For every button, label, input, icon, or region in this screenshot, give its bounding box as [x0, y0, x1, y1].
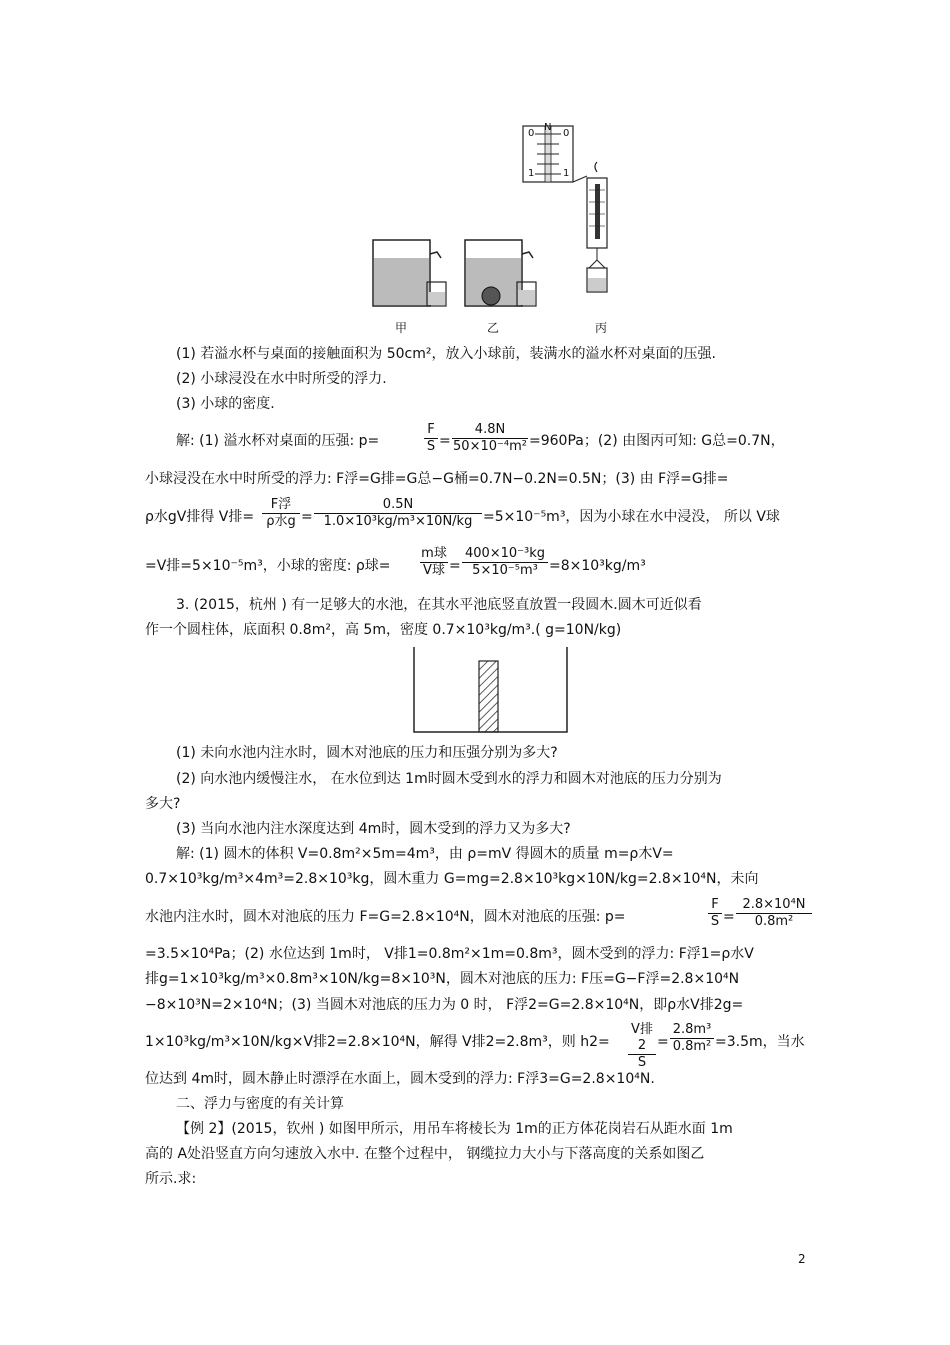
figure-pool-log: [410, 645, 572, 737]
frac-den: ρ水g: [262, 513, 300, 530]
problem3-line1: 3. (2015，杭州 ) 有一足够大的水池，在其水平池底竖直放置一段圆木.圆木可近似看: [176, 597, 702, 613]
solution3-frac-pressure: [736, 897, 812, 930]
solution1-line1a: 解: (1) 溢水杯对桌面的压强: p=: [176, 433, 380, 449]
example2-line3: 所示.求:: [145, 1171, 197, 1187]
frac-num: 400×10⁻³kg: [464, 546, 546, 561]
dial-top-left: 0: [528, 128, 535, 139]
frac-num: F浮: [270, 497, 292, 512]
solution3-line5: 排g=1×10³kg/m³×0.8m³×10N/kg=8×10³N，圆木对池底的压力: F压=G−F浮=2.8×10⁴N: [145, 971, 740, 987]
solution3-line4: =3.5×10⁴Pa；(2) 水位达到 1m时， V排1=0.8m²×1m=0.8m³，圆木受到的浮力: F浮1=ρ水V: [145, 946, 754, 962]
frac-num: 2.8m³: [672, 1022, 712, 1037]
solution1-line1b: =960Pa；(2) 由图丙可知: G总=0.7N，: [529, 433, 785, 449]
solution1-frac-vvalue: [314, 497, 482, 530]
frac-num: 2.8×10⁴N: [742, 897, 806, 912]
frac-den: 5×10⁻⁵m³: [462, 562, 548, 579]
frac-den: S: [628, 1054, 656, 1071]
example2-line1: 【例 2】(2015，钦州 ) 如图甲所示，用吊车将棱长为 1m的正方体花岗岩石从距水面 1m: [176, 1121, 733, 1137]
example2-line2: 高的 A处沿竖直方向匀速放入水中. 在整个过程中， 钢缆拉力大小与下落高度的关系如图乙: [145, 1146, 705, 1162]
frac-num: 4.8N: [474, 422, 506, 437]
solution3-line7b: =3.5m，当水: [715, 1034, 805, 1050]
solution3-eq1: =: [723, 909, 735, 925]
question-1-2: (2) 小球浸没在水中时所受的浮力.: [176, 371, 387, 387]
figure-overflow-cups: [365, 120, 625, 320]
problem3-line2: 作一个圆柱体，底面积 0.8m²，高 5m，密度 0.7×10³kg/m³.( g=10N/kg): [145, 622, 622, 638]
problem3-q1: (1) 未向水池内注水时，圆木对池底的压力和压强分别为多大?: [176, 745, 558, 761]
frac-num: m球: [421, 546, 447, 561]
question-1-1: (1) 若溢水杯与桌面的接触面积为 50cm²，放入小球前，装满水的溢水杯对桌面的压强.: [176, 346, 716, 362]
frac-den: V球: [420, 562, 448, 579]
caption-yi: 乙: [487, 321, 500, 335]
dial-bottom-left: 1: [528, 168, 535, 179]
frac-den: 50×10⁻⁴m²: [453, 439, 527, 454]
problem3-q3: (3) 当向水池内注水深度达到 4m时，圆木受到的浮力又为多大?: [176, 821, 571, 837]
caption-jia: 甲: [395, 321, 408, 335]
cup-jia: [373, 240, 446, 306]
solution1-eq3: =: [449, 558, 461, 574]
solution1-line2: 小球浸没在水中时所受的浮力: F浮=G排=G总−G桶=0.7N−0.2N=0.5N；(3) 由 F浮=G排=: [145, 471, 729, 487]
question-1-3: (3) 小球的密度.: [176, 396, 275, 412]
solution1-frac-fs: [424, 422, 438, 455]
solution1-eq2: =: [301, 509, 313, 525]
frac-den: 0.8m²: [670, 1038, 714, 1055]
spring-scale-bing: [523, 126, 607, 292]
solution3-frac-h-value: [670, 1022, 714, 1055]
dial-top-mid: N: [544, 122, 552, 133]
wooden-log: [479, 661, 498, 732]
solution1-frac-pressure: [452, 422, 528, 455]
solution1-frac-density-value: [462, 546, 548, 579]
solution3-eq2: =: [657, 1034, 669, 1050]
solution1-frac-density: [420, 546, 448, 579]
solution1-line3a: ρ水gV排得 V排=: [145, 509, 255, 525]
dial-top-right: 0: [563, 128, 570, 139]
solution1-eq: =: [439, 433, 451, 449]
page-number: 2: [798, 1252, 806, 1266]
solution3-line7a: 1×10³kg/m³×10N/kg×V排2=2.8×10⁴N，解得 V排2=2.8m³，则 h2=: [145, 1034, 610, 1050]
solution3-frac-fs: [708, 897, 722, 930]
solution3-line1: 解: (1) 圆木的体积 V=0.8m²×5m=4m³，由 ρ=mV 得圆木的质量 m=ρ木V=: [176, 846, 674, 862]
solution3-frac-h: [628, 1022, 656, 1071]
caption-bing: 丙: [595, 321, 608, 335]
frac-num: 0.5N: [382, 497, 414, 512]
frac-den: S: [708, 913, 722, 930]
section2-heading: 二、浮力与密度的有关计算: [176, 1096, 344, 1112]
dial-bottom-right: 1: [563, 168, 570, 179]
solution1-frac-vpai: [262, 497, 300, 530]
frac-num: F: [711, 897, 719, 912]
solution1-line3b: =5×10⁻⁵m³，因为小球在水中浸没， 所以 V球: [483, 509, 780, 525]
frac-den: 1.0×10³kg/m³×10N/kg: [314, 513, 482, 530]
solution1-line4a: =V排=5×10⁻⁵m³，小球的密度: ρ球=: [145, 558, 391, 574]
problem3-q2b: 多大?: [145, 796, 181, 812]
frac-num: V排2: [631, 1022, 653, 1053]
problem3-q2a: (2) 向水池内缓慢注水， 在水位到达 1m时圆木受到水的浮力和圆木对池底的压力分别为: [176, 771, 722, 787]
solution3-line8: 位达到 4m时，圆木静止时漂浮在水面上，圆木受到的浮力: F浮3=G=2.8×10⁴N.: [145, 1071, 655, 1087]
solution3-line6: −8×10³N=2×10⁴N；(3) 当圆木对池底的压力为 0 时， F浮2=G=2.8×10⁴N，即ρ水V排2g=: [145, 997, 744, 1013]
frac-den: 0.8m²: [736, 913, 812, 930]
solution1-line4b: =8×10³kg/m³: [549, 558, 646, 574]
solution3-line2: 0.7×10³kg/m³×4m³=2.8×10³kg，圆木重力 G=mg=2.8×10³kg×10N/kg=2.8×10⁴N，未向: [145, 871, 759, 887]
cup-yi: [465, 240, 536, 306]
frac-den: S: [424, 438, 438, 455]
solution3-line3a: 水池内注水时，圆木对池底的压力 F=G=2.8×10⁴N，圆木对池底的压强: p=: [145, 909, 626, 925]
frac-num: F: [427, 422, 435, 437]
